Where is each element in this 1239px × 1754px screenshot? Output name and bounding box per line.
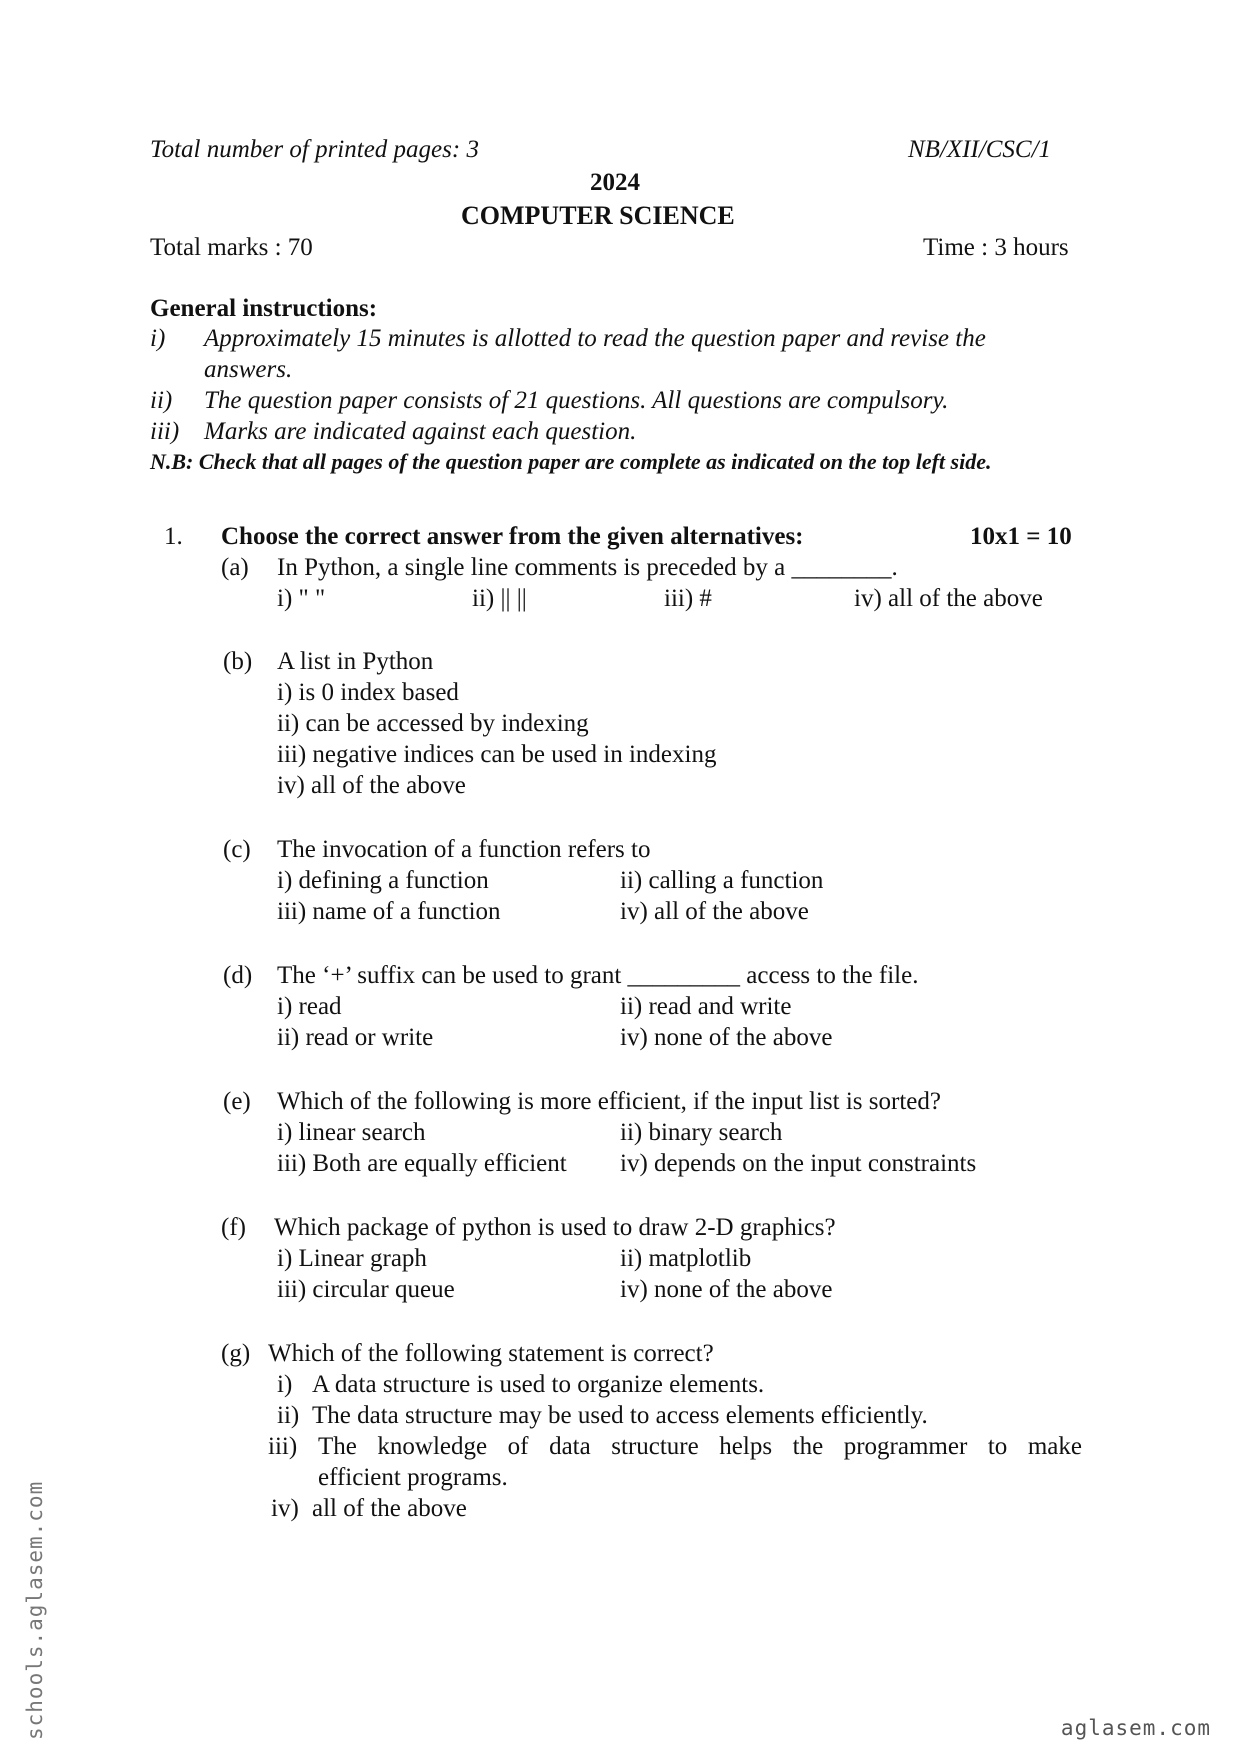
option: A data structure is used to organize elements.: [312, 1371, 765, 1398]
instruction-text: Approximately 15 minutes is allotted to read the question paper and revise the: [204, 325, 986, 352]
option-num: iv): [271, 1495, 299, 1522]
option: The data structure may be used to access elements efficiently.: [312, 1402, 928, 1429]
instruction-text-cont: answers.: [204, 356, 293, 383]
part-label: (e): [223, 1088, 251, 1115]
option: iii) negative indices can be used in indexing: [277, 741, 717, 768]
part-stem: The invocation of a function refers to: [277, 836, 651, 863]
question-title: Choose the correct answer from the given alternatives:: [221, 523, 804, 550]
nb-note: N.B: Check that all pages of the question paper are complete as indicated on the top left side.: [150, 449, 992, 474]
option: iii) circular queue: [277, 1276, 455, 1303]
printed-pages-note: Total number of printed pages: 3: [150, 136, 479, 163]
option: iv) none of the above: [620, 1276, 833, 1303]
option: ii) matplotlib: [620, 1245, 752, 1272]
option: The knowledge of data structure helps the programmer to make: [318, 1433, 1082, 1460]
part-label: (f): [221, 1214, 246, 1241]
total-marks: Total marks : 70: [150, 234, 313, 261]
option: ii) calling a function: [620, 867, 824, 894]
option: iv) all of the above: [277, 772, 466, 799]
option: iii) name of a function: [277, 898, 501, 925]
option: all of the above: [312, 1495, 467, 1522]
watermark-left: schools.aglasem.com: [23, 1480, 47, 1740]
option: i) read: [277, 993, 342, 1020]
option: i) is 0 index based: [277, 679, 459, 706]
option-num: i): [277, 1371, 293, 1398]
option-num: iii): [268, 1433, 298, 1460]
part-label: (c): [223, 836, 251, 863]
subject-title: COMPUTER SCIENCE: [461, 201, 735, 230]
part-label: (b): [223, 648, 253, 675]
option: i) " ": [277, 585, 326, 612]
part-stem: Which of the following statement is correct?: [268, 1340, 714, 1367]
part-stem: The ‘+’ suffix can be used to grant _________ access to the file.: [277, 962, 919, 989]
instruction-num: iii): [150, 418, 180, 445]
option-num: ii): [277, 1402, 300, 1429]
option: i) Linear graph: [277, 1245, 427, 1272]
instructions-title: General instructions:: [150, 295, 378, 322]
part-stem: In Python, a single line comments is preceded by a ________.: [277, 554, 898, 581]
option: ii) || ||: [472, 585, 527, 612]
option-cont: efficient programs.: [318, 1464, 508, 1491]
option: ii) can be accessed by indexing: [277, 710, 589, 737]
option: iv) all of the above: [854, 585, 1043, 612]
option: ii) read and write: [620, 993, 792, 1020]
part-stem: Which of the following is more efficient, if the input list is sorted?: [277, 1088, 941, 1115]
option: iv) none of the above: [620, 1024, 833, 1051]
question-marks: 10x1 = 10: [970, 523, 1072, 550]
time-allowed: Time : 3 hours: [923, 234, 1069, 261]
exam-year: 2024: [590, 169, 640, 196]
instruction-text: Marks are indicated against each question.: [204, 418, 637, 445]
instruction-num: i): [150, 325, 166, 352]
question-number: 1.: [164, 523, 183, 550]
option: i) defining a function: [277, 867, 489, 894]
part-label: (d): [223, 962, 253, 989]
instruction-text: The question paper consists of 21 questions. All questions are compulsory.: [204, 387, 949, 414]
option: iv) all of the above: [620, 898, 809, 925]
instruction-num: ii): [150, 387, 173, 414]
part-stem: Which package of python is used to draw 2-D graphics?: [274, 1214, 836, 1241]
paper-code: NB/XII/CSC/1: [908, 136, 1052, 163]
option: iv) depends on the input constraints: [620, 1150, 977, 1177]
watermark-right: aglasem.com: [1060, 1716, 1211, 1740]
part-label: (g): [221, 1340, 251, 1367]
option: iii) Both are equally efficient: [277, 1150, 567, 1177]
part-stem: A list in Python: [277, 648, 434, 675]
option: ii) read or write: [277, 1024, 434, 1051]
option: ii) binary search: [620, 1119, 783, 1146]
option: iii) #: [664, 585, 712, 612]
option: i) linear search: [277, 1119, 426, 1146]
part-label: (a): [221, 554, 249, 581]
